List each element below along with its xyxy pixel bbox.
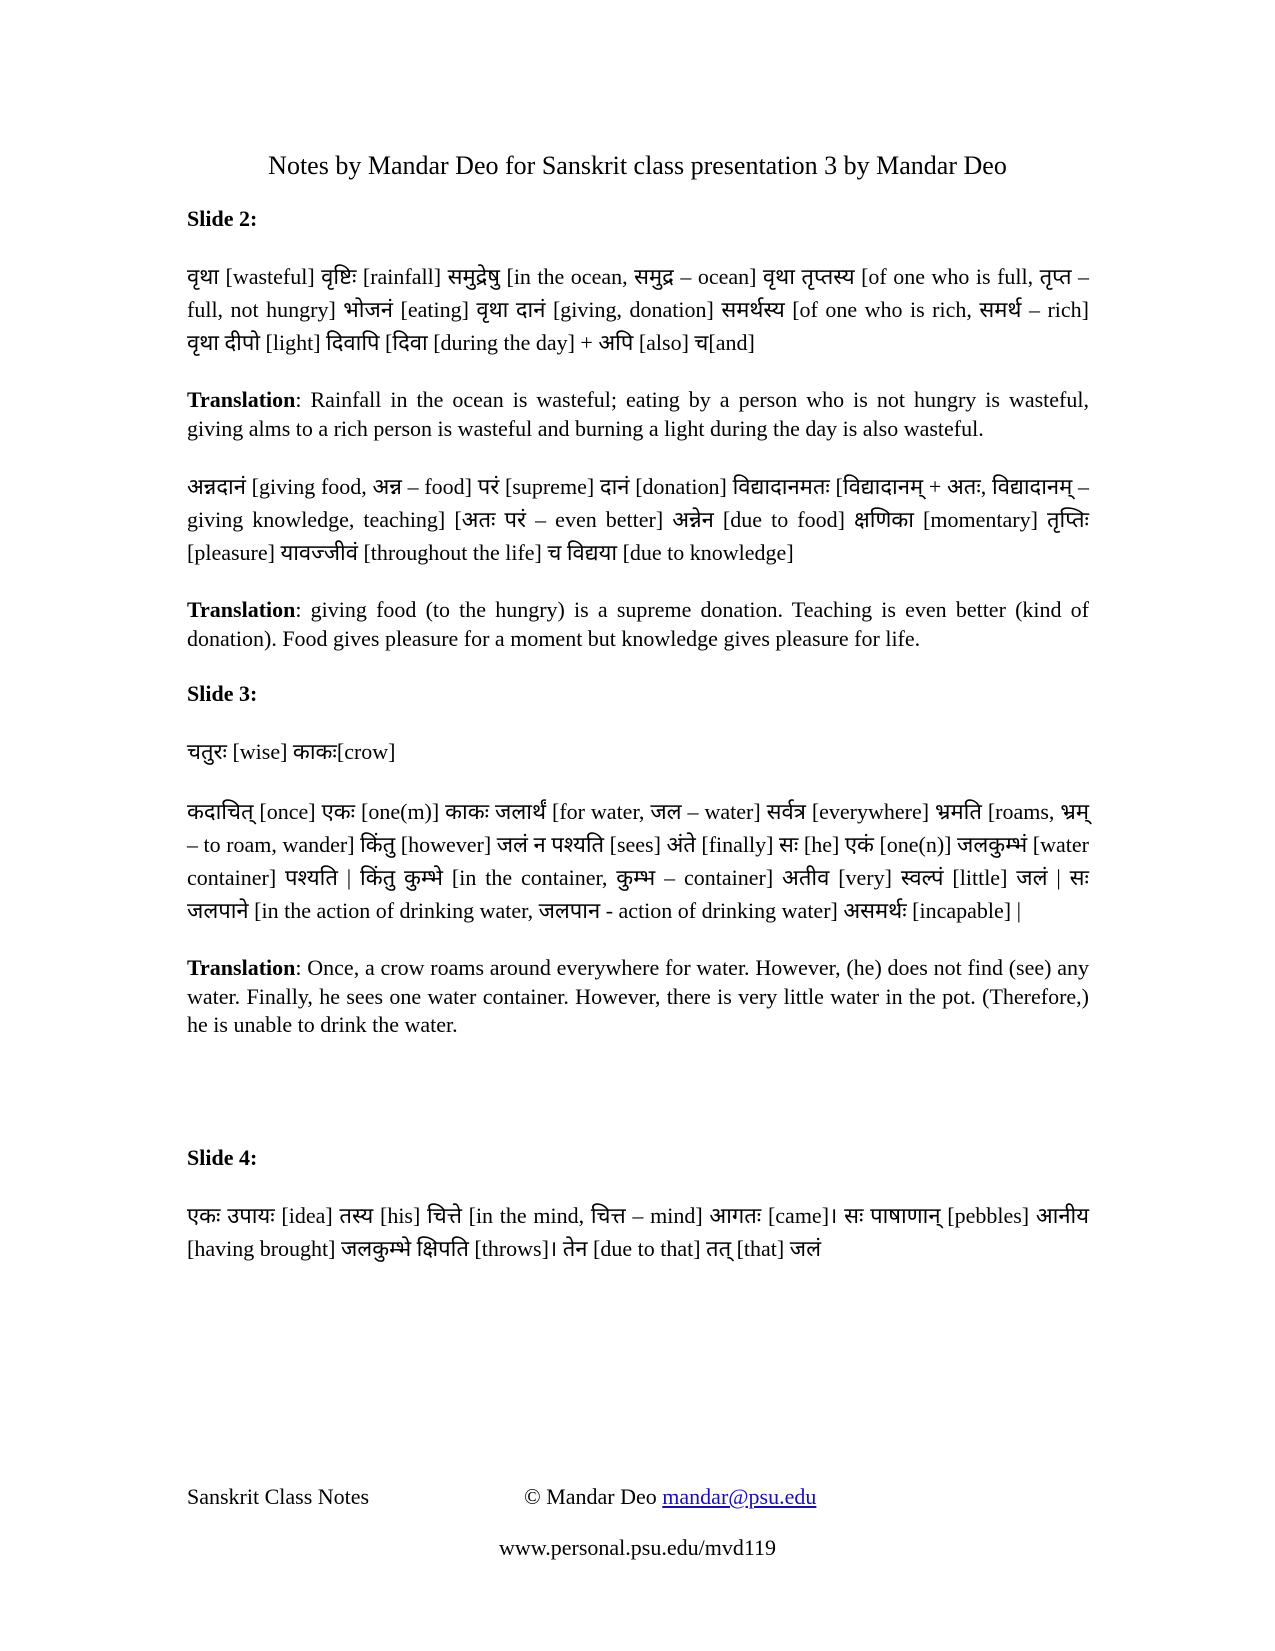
translation-text: : Rainfall in the ocean is wasteful; eating by a person who is not hungry is wasteful, giving alms to a rich person is wasteful and burning a light during the day is also wasteful. [187, 387, 1089, 441]
slide-2-gloss-1: वृथा [wasteful] वृष्टिः [rainfall] समुद्रेषु [in the ocean, समुद्र – ocean] वृथा तृप्तस्य [of one who is full, तृप्त – full, not hungry] भोजनं [eating] वृथा दानं [giving, donation] समर्थस्य [of one who is rich, समर्थ – rich] वृथा दीपो [light] दिवापि [दिवा [during the day] + अपि [also] च[and] [187, 264, 1089, 355]
footer-copyright [524, 1483, 816, 1511]
translation-text: : Once, a crow roams around everywhere for water. However, (he) does not find (see) any water. Finally, he sees one water container. However, there is very little water in the pot. (Therefore,) he is unable to drink the water. [187, 955, 1089, 1037]
slide-2-heading: Slide 2: [187, 206, 258, 231]
slide-3-heading: Slide 3: [187, 681, 258, 706]
notes-body [187, 205, 1089, 1265]
email-link[interactable]: mandar@psu.edu [662, 1484, 817, 1509]
translation-label: Translation [187, 597, 296, 622]
page-title: Notes by Mandar Deo for Sanskrit class presentation 3 by Mandar Deo [268, 151, 1007, 180]
slide-4-gloss: एकः उपायः [idea] तस्य [his] चित्ते [in the mind, चित्त – mind] आगतः [came]। सः पाषाणान् [pebbles] आनीय [having brought] जलकुम्भे क्षिपति [throws]। तेन [due to that] तत् [that] जलं [187, 1202, 1089, 1261]
copyright-text: © Mandar Deo [524, 1484, 663, 1509]
footer-course-name: Sanskrit Class Notes [187, 1484, 370, 1509]
slide-2-translation-1 [187, 386, 1089, 443]
slide-3-gloss: कदाचित् [once] एकः [one(m)] काकः जलार्थं [for water, जल – water] सर्वत्र [everywhere] भ्रमति [roams, भ्रम् – to roam, wander] किंतु [however] जलं न पश्यति [sees] अंते [finally] सः [he] एकं [one(n)] जलकुम्भं [water container] पश्यति | किंतु कुम्भे [in the container, कुम्भ – container] अतीव [very] स्वल्पं [little] जलं | सः जलपाने [in the action of drinking water, जलपान - action of drinking water] असमर्थः [incapable] | [187, 799, 1089, 923]
slide-2-gloss-2: अन्नदानं [giving food, अन्न – food] परं [supreme] दानं [donation] विद्यादानमतः [विद्यादानम् + अतः, विद्यादानम् – giving knowledge, teaching] [अतः परं – even better] अन्नेन [due to food] क्षणिका [momentary] तृप्तिः [pleasure] यावज्जीवं [throughout the life] च विद्यया [due to knowledge] [187, 474, 1089, 565]
slide-3-translation [187, 954, 1089, 1040]
footer-url: www.personal.psu.edu/mvd119 [499, 1535, 776, 1560]
translation-text: : giving food (to the hungry) is a supreme donation. Teaching is even better (kind of donation). Food gives pleasure for a moment but knowledge gives pleasure for life. [187, 597, 1089, 651]
translation-label: Translation [187, 955, 296, 980]
translation-label: Translation [187, 387, 296, 412]
slide-3-subtitle: चतुरः [wise] काकः[crow] [187, 739, 396, 764]
slide-2-translation-2 [187, 596, 1089, 653]
slide-4-heading: Slide 4: [187, 1144, 258, 1170]
